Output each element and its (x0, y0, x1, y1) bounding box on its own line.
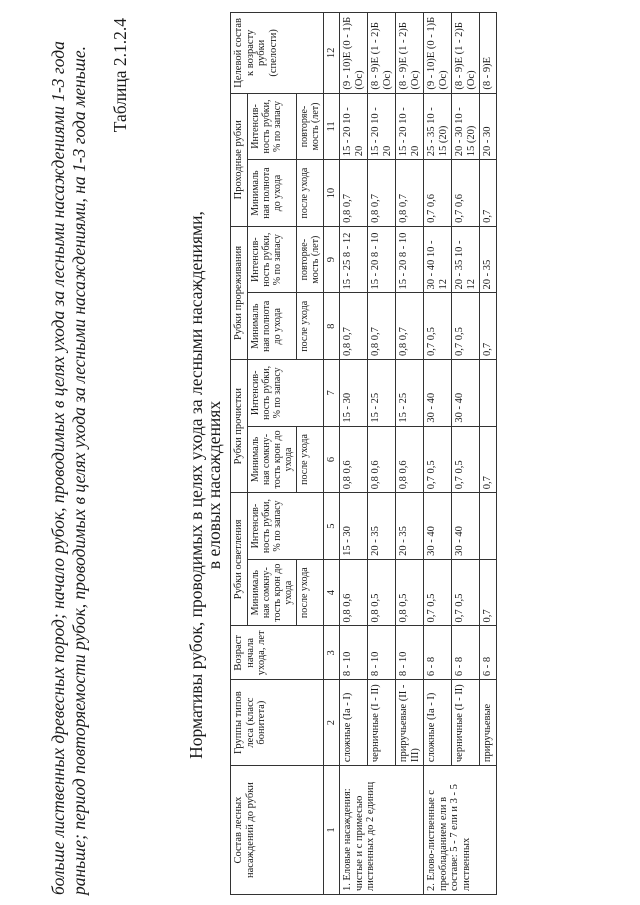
cell-col-7: 15 - 25 (396, 360, 424, 427)
cell-col-8: 0,7 0,5 (452, 293, 480, 360)
head-prorezh: Рубки прореживания (231, 226, 248, 359)
cell-col-3: 6 - 8 (480, 626, 497, 680)
cell-col-9: 30 - 40 10 - 12 (424, 226, 452, 293)
cell-composition: 1. Еловые насаждения: чистые и с примесью лиственных до 2 единиц (340, 766, 424, 895)
head-min-somk-osv: Минималь ная сомкну- тость крон до ухода (247, 559, 296, 626)
cell-col-3: 8 - 10 (340, 626, 368, 680)
column-number: 5 (323, 493, 340, 560)
column-number: 12 (323, 13, 340, 94)
norms-table (230, 12, 497, 895)
cell-col-8: 0,8 0,7 (368, 293, 396, 360)
head-posle-osv: после ухода (296, 559, 323, 626)
cell-col-4: 0,8 0,5 (396, 559, 424, 626)
cell-col-12: (9 - 10)Е (0 - 1)Б (Ос) (424, 13, 452, 94)
column-number: 1 (323, 766, 340, 895)
table-title-line-1: Нормативы рубок, проводимых в целях ухода за лесными насаждениями, (186, 211, 206, 759)
cell-col-11: 15 - 20 10 - 20 (368, 93, 396, 160)
head-posle-prorezh: после ухода (296, 293, 323, 360)
head-groups: Группы типов леса (класс бонитета) (231, 680, 324, 766)
cell-col-5: 20 - 35 (368, 493, 396, 560)
head-composition: Состав лесных насаждений до рубки (231, 766, 324, 895)
head-min-poln-prokhod: Минималь ная полнота до ухода (247, 160, 296, 227)
table-number: Таблица 2.1.2.4 (110, 18, 130, 133)
cell-composition: 2. Елово-лиственные с преобладанием ели в составе: 5 - 7 ели и 3 - 5 лиственных (424, 766, 497, 895)
head-intens-osv: Интенсив- ность рубки, % по запасу (247, 493, 323, 560)
cell-col-10: 0,7 0,6 (452, 160, 480, 227)
cell-col-9: 20 - 35 (480, 226, 497, 293)
header-row-groups (231, 13, 248, 895)
cell-col-2: приручьевые (480, 680, 497, 766)
column-number: 10 (323, 160, 340, 227)
cell-col-7: 30 - 40 (424, 360, 452, 427)
head-prokhod: Проходные рубки (231, 93, 248, 226)
table-row (424, 13, 452, 895)
cell-col-2: черничные (I - II) (452, 680, 480, 766)
cell-col-6: 0,8 0,6 (396, 426, 424, 493)
table-row (396, 13, 424, 895)
column-number: 3 (323, 626, 340, 680)
column-number: 4 (323, 559, 340, 626)
cell-col-10: 0,7 0,6 (424, 160, 452, 227)
cell-col-5 (480, 493, 497, 560)
head-povtor-prokhod: повторяе- мость (лет) (296, 93, 323, 160)
cell-col-3: 8 - 10 (368, 626, 396, 680)
cell-col-4: 0,8 0,6 (340, 559, 368, 626)
cell-col-11: 20 - 30 (480, 93, 497, 160)
table-row (480, 13, 497, 895)
cell-col-3: 6 - 8 (424, 626, 452, 680)
cell-col-10: 0,8 0,7 (396, 160, 424, 227)
cell-col-7: 15 - 30 (340, 360, 368, 427)
head-osv: Рубки осветления (231, 493, 248, 626)
cell-col-12: (8 - 9)Е (1 - 2)Б (Ос) (452, 13, 480, 94)
cell-col-5: 30 - 40 (424, 493, 452, 560)
cell-col-10: 0,8 0,7 (368, 160, 396, 227)
cell-col-6: 0,7 (480, 426, 497, 493)
cell-col-8: 0,7 0,5 (424, 293, 452, 360)
column-number: 6 (323, 426, 340, 493)
cell-col-8: 0,8 0,7 (340, 293, 368, 360)
column-number: 11 (323, 93, 340, 160)
cell-col-6: 0,7 0,5 (424, 426, 452, 493)
cell-col-12: (8 - 9)Е (1 - 2)Б (Ос) (368, 13, 396, 94)
table-row (368, 13, 396, 895)
column-number: 8 (323, 293, 340, 360)
cell-col-4: 0,7 0,5 (452, 559, 480, 626)
intro-line-2: раньше; период повторяемости рубок, проводимых в целях ухода за лесными насаждениями, на 1-3 года меньше. (69, 46, 89, 895)
cell-col-9: 15 - 25 8 - 12 (340, 226, 368, 293)
table-row (340, 13, 368, 895)
cell-col-5: 20 - 35 (396, 493, 424, 560)
column-number-row (323, 13, 340, 895)
cell-col-2: черничные (I - II) (368, 680, 396, 766)
cell-col-5: 30 - 40 (452, 493, 480, 560)
head-intens-prokhod: Интенсив- ность рубки, % по запасу (247, 93, 296, 160)
cell-col-9: 15 - 20 8 - 10 (396, 226, 424, 293)
table-title-line-2: в еловых насаждениях (204, 400, 224, 570)
cell-col-3: 6 - 8 (452, 626, 480, 680)
cell-col-10: 0,8 0,7 (340, 160, 368, 227)
cell-col-2: сложные (Ia - I) (424, 680, 452, 766)
cell-col-6: 0,8 0,6 (368, 426, 396, 493)
cell-col-2: сложные (Ia - I) (340, 680, 368, 766)
cell-col-4: 0,8 0,5 (368, 559, 396, 626)
cell-col-12: (9 - 10)Е (0 - 1)Б (Ос) (340, 13, 368, 94)
cell-col-6: 0,7 0,5 (452, 426, 480, 493)
cell-col-5: 15 - 30 (340, 493, 368, 560)
head-intens-prorezh: Интенсив- ность рубки, % по запасу (247, 226, 296, 293)
cell-col-8: 0,7 (480, 293, 497, 360)
cell-col-11: 15 - 20 10 - 20 (340, 93, 368, 160)
head-posle-proch: после ухода (296, 426, 323, 493)
cell-col-12: (8 - 9)Е (480, 13, 497, 94)
head-povtor-prorezh: повторяе- мость (лет) (296, 226, 323, 293)
head-target: Целевой состав к возрасту рубки (спелости) (231, 13, 324, 94)
column-number: 7 (323, 360, 340, 427)
cell-col-11: 15 - 20 10 - 20 (396, 93, 424, 160)
head-age: Возраст начала ухода, лет (231, 626, 324, 680)
table-row (452, 13, 480, 895)
column-number: 9 (323, 226, 340, 293)
cell-col-4: 0,7 (480, 559, 497, 626)
intro-line-1: больше лиственных древесных пород; начало рубок, проводимых в целях ухода за лесными насаждениями 1-3 года (48, 41, 68, 895)
cell-col-9: 15 - 20 8 - 10 (368, 226, 396, 293)
head-min-poln-prorezh: Минималь ная полнота до ухода (247, 293, 296, 360)
cell-col-12: (8 - 9)Е (1 - 2)Б (Ос) (396, 13, 424, 94)
cell-col-7: 15 - 25 (368, 360, 396, 427)
cell-col-8: 0,8 0,7 (396, 293, 424, 360)
cell-col-10: 0,7 (480, 160, 497, 227)
head-posle-prokhod: после ухода (296, 160, 323, 227)
cell-col-11: 20 - 30 10 - 15 (20) (452, 93, 480, 160)
cell-col-11: 25 - 35 10 - 15 (20) (424, 93, 452, 160)
cell-col-2: приручьевые (II - III) (396, 680, 424, 766)
cell-col-6: 0,8 0,6 (340, 426, 368, 493)
head-intens-proch: Интенсив- ность рубки, % по запасу (247, 360, 323, 427)
cell-col-9: 20 - 35 10 - 12 (452, 226, 480, 293)
cell-col-7: 30 - 40 (452, 360, 480, 427)
head-proch: Рубки прочистки (231, 360, 248, 493)
cell-col-3: 8 - 10 (396, 626, 424, 680)
column-number: 2 (323, 680, 340, 766)
cell-col-4: 0,7 0,5 (424, 559, 452, 626)
head-min-somk-proch: Минималь ная сомкну- тость крон до ухода (247, 426, 296, 493)
cell-col-7 (480, 360, 497, 427)
